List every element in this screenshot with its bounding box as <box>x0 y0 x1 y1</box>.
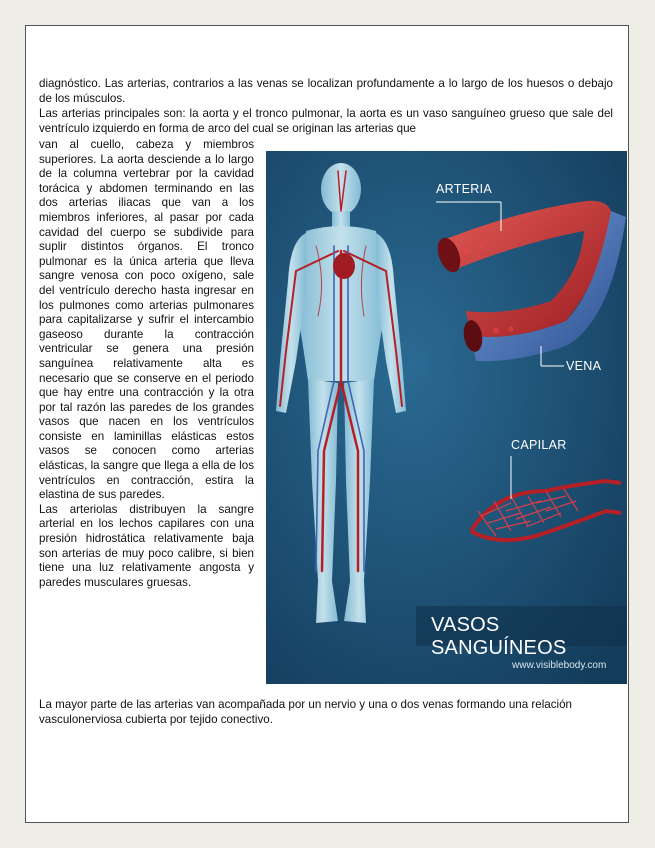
paragraph-aorta: van al cuello, cabeza y miembros superiores. La aorta desciende a lo largo de la columna vertebrar por la cavidad torácica y abdomen terminando en las dos arterias iliacas que van a los miembros inferiores, al pasar por cada cavidad del cuerpo se subdivide para suplir distintos órganos. El tronco pulmonar es la única arteria que lleva sangre venosa con poco oxígeno, sale del ventrículo derecho hasta ingresar en los pulmones como arterias pulmonares para capitalizarse y sufrir el intercambio gaseoso durante la contracción ventricular se genera una presión sanguínea relativamente alta es necesario que se conserve en el periodo que hay entre una contracción y la otra por tal razón las paredes de los grandes vasos que nacen en los ventrículos consiste en laminillas elásticas estos vasos se conocen como arterias elásticas, la sangre que llega a ella de los ventrículos en contracción, estira la elastina de sus paredes. <box>39 138 254 502</box>
paragraph-diagnostico: diagnóstico. Las arterias, contrarios a las venas se localizan profundamente a lo largo de los huesos o debajo de los músculos. <box>39 77 613 105</box>
label-arteria: ARTERIA <box>436 182 493 196</box>
paragraph-arteriolas: Las arteriolas distribuyen la sangre arterial en los lechos capilares con una presión hidrostática relativamente baja son arterias de muy poco calibre, si bien tiene una luz relativamente angosta y paredes musculares gruesas. <box>39 502 254 589</box>
figure-title: VASOS SANGUÍNEOS <box>431 614 567 659</box>
bottom-text-block <box>39 698 613 728</box>
top-text-block <box>39 77 613 137</box>
paragraph-vasculonerviosa: La mayor parte de las arterias van acompañada por un nervio y una o dos venas formando una relación vasculonerviosa cubierta por tejido conectivo. <box>39 698 572 726</box>
paragraph-arterias-principales: Las arterias principales son: la aorta y el tronco pulmonar, la aorta es un vaso sanguíneo grueso que sale del ventrículo izquierdo en forma de arco del cual se originan las arterias que <box>39 106 613 135</box>
label-capilar: CAPILAR <box>511 438 567 452</box>
left-column-text <box>39 138 254 590</box>
figure-illustration <box>266 151 627 684</box>
document-page <box>25 25 629 823</box>
blood-vessels-figure <box>266 151 627 684</box>
label-vena: VENA <box>566 359 602 373</box>
figure-credit: www.visiblebody.com <box>512 660 607 671</box>
